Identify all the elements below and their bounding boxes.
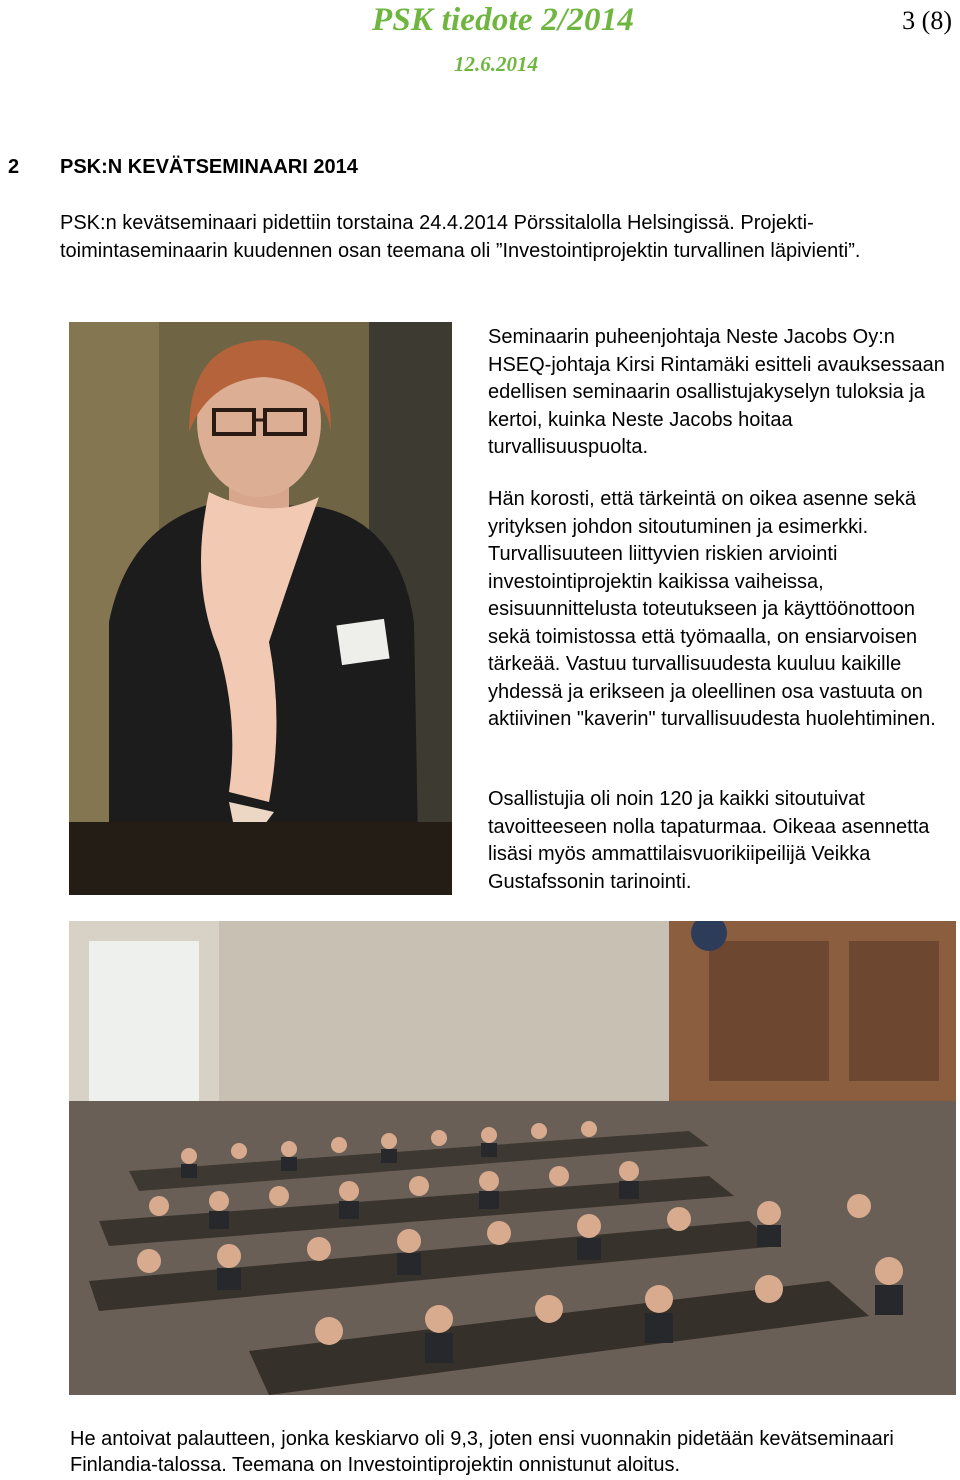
header-title: PSK tiedote 2/2014 [372, 2, 635, 38]
footer-paragraph: He antoivat palautteen, jonka keskiarvo oli 9,3, joten ensi vuonnakin pidetään kevätseminaari Finlandia-talossa. Teemana on Investointiprojektin onnistunut aloitus. [70, 1428, 894, 1476]
section-title: PSK:N KEVÄTSEMINAARI 2014 [60, 156, 358, 178]
paragraph-1: Seminaarin puheenjohtaja Neste Jacobs Oy:n HSEQ-johtaja Kirsi Rintamäki esitteli avauksessaan edellisen seminaarin osallistujakyselyn tuloksia ja kertoi, kuinka Neste Jacobs hoitaa turvallisuuspuolta. [488, 326, 945, 458]
page-number: 3 (8) [902, 6, 952, 35]
header-date: 12.6.2014 [454, 52, 538, 76]
paragraph-3: Osallistujia oli noin 120 ja kaikki sitoutuivat tavoitteeseen nolla tapaturmaa. Oikeaa asennetta lisäsi myös ammattilaisvuorikiipeilijä Veikka Gustafssonin tarinointi. [488, 788, 930, 893]
speaker-photo [69, 322, 452, 895]
paragraph-2: Hän korosti, että tärkeintä on oikea asenne sekä yrityksen johdon sitoutuminen ja esimerkki. Turvallisuuteen liittyvien riskien arviointi investointiprojektin kaikissa vaiheissa, esisuunnittelusta toteutukseen ja käyttöönottoon sekä toimistossa että työmaalla, on ensiarvoisen tärkeää. Vastuu turvallisuudesta kuuluu kaikille yhdessä ja erikseen ja oleellinen osa vastuuta on aktiivinen "kaverin" turvallisuudesta huolehtiminen. [488, 488, 936, 730]
audience-photo [69, 921, 956, 1395]
intro-paragraph: PSK:n kevätseminaari pidettiin torstaina 24.4.2014 Pörssitalolla Helsingissä. Projektitoimintaseminaarin kuudennen osan teemana oli ”Investointiprojektin turvallinen läpivienti”. [60, 212, 861, 262]
section-number: 2 [8, 156, 20, 178]
